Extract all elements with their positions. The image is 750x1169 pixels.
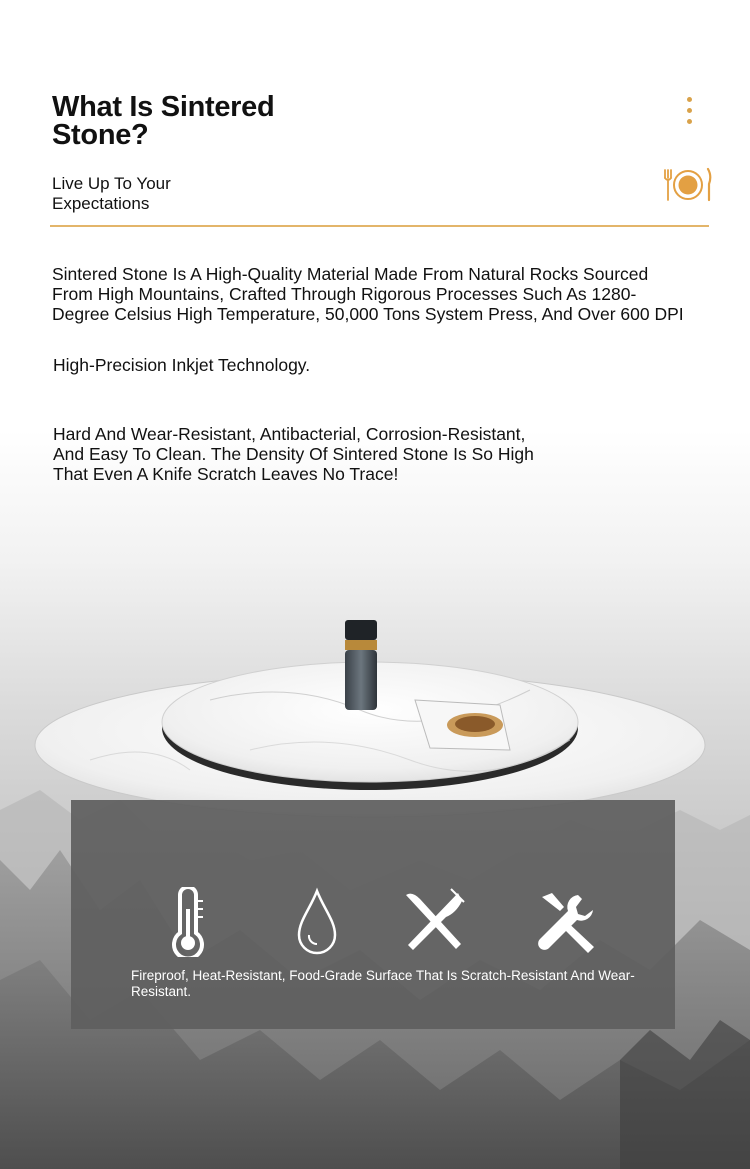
properties-paragraph: Hard And Wear-Resistant, Antibacterial, Corrosion-Resistant, And Easy To Clean. The Density Of Sintered Stone Is So High That Even A Knife Scratch Leaves No Trace! — [53, 424, 534, 484]
water-drop-icon — [282, 887, 352, 957]
features-caption: Fireproof, Heat-Resistant, Food-Grade Surface That Is Scratch-Resistant And Wear-Resistant. — [131, 968, 635, 999]
sintered-stone-table-image — [30, 610, 720, 820]
page-title: What Is Sintered Stone? — [52, 91, 275, 151]
description-paragraph: Sintered Stone Is A High-Quality Material Made From Natural Rocks Sourced From High Mountains, Crafted Through Rigorous Processes Such As 1280-Degree Celsius High Temperature, 50,000 Tons System Press, And Over 600 DPI — [52, 264, 684, 324]
fork-knife-icon — [398, 887, 468, 957]
thermometer-icon — [153, 887, 223, 957]
tools-icon — [532, 887, 602, 957]
header-divider — [50, 225, 709, 227]
vertical-dots-icon[interactable] — [687, 97, 695, 127]
description-paragraph-continued: High-Precision Inkjet Technology. — [53, 355, 311, 375]
plate-fork-knife-icon — [663, 166, 713, 204]
features-panel — [71, 800, 675, 1029]
page-subtitle: Live Up To Your Expectations — [52, 174, 171, 213]
